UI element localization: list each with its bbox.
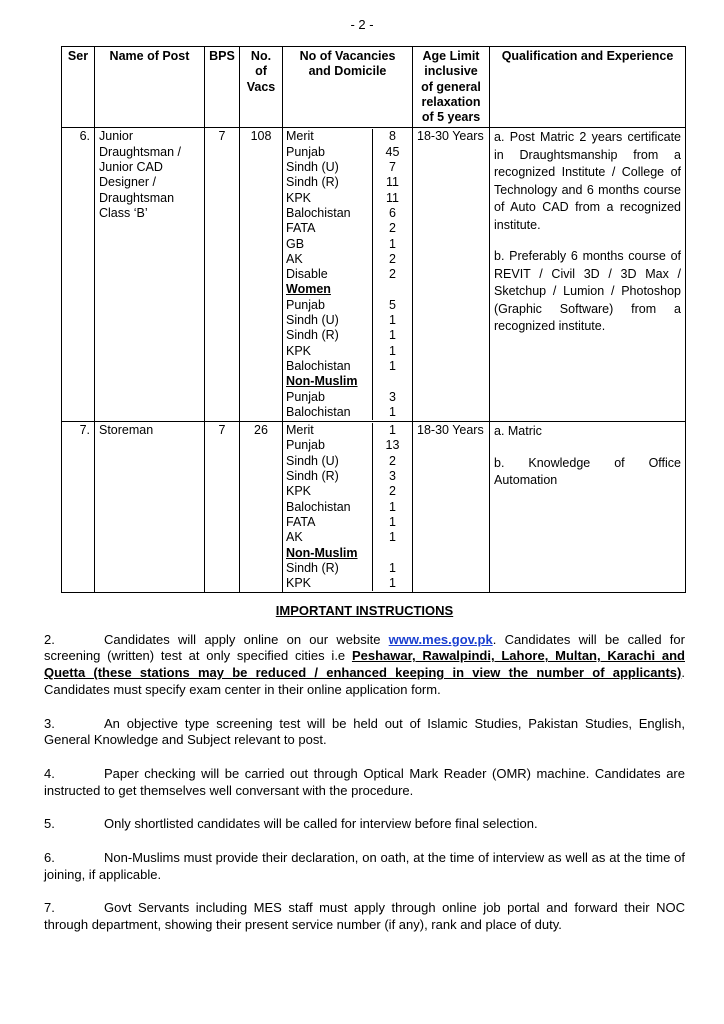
vacancy-count: 2 <box>389 484 396 499</box>
vacancy-domicile: Punjab <box>286 389 325 404</box>
vacancy-count: 1 <box>389 560 396 575</box>
vacancy-line <box>283 267 412 282</box>
paragraph-number: 3. <box>44 715 55 731</box>
vacancy-count: 13 <box>385 438 400 453</box>
cell-bps: 7 <box>205 128 240 422</box>
vacancy-domicile: Sindh (R) <box>286 175 339 190</box>
vacancy-line <box>283 191 412 206</box>
vacancy-count: 7 <box>389 160 396 175</box>
cell-qualification <box>490 128 686 422</box>
qualification-item: b. Preferably 6 months course of REVIT / Civil 3D / 3D Max / Sketchup / Lumion / Photoshop (Graphic Software) from a recognized institute. <box>494 249 681 334</box>
vacancy-count: 11 <box>386 175 399 190</box>
vacancy-line <box>283 313 412 328</box>
header-name-of-post: Name of Post <box>95 47 205 128</box>
paragraph-number: 5. <box>44 816 55 832</box>
vacancy-domicile: FATA <box>286 221 316 236</box>
cell-bps: 7 <box>205 422 240 593</box>
vacancy-line <box>283 175 412 190</box>
vacancy-line <box>283 515 412 530</box>
paragraph-text: Paper checking will be carried out through Optical Mark Reader (OMR) machine. Candidates are instructed to get themselves well conversant with the procedure. <box>44 765 685 798</box>
cell-ser: 6. <box>62 128 95 422</box>
paragraph-text: Non-Muslims must provide their declaration, on oath, at the time of interview as well as at the time of joining, if applicable. <box>44 850 685 882</box>
vacancy-line <box>283 561 412 576</box>
vacancy-domicile: Sindh (U) <box>286 453 339 468</box>
cell-vacancies <box>283 128 413 422</box>
vacancy-count: 1 <box>389 576 396 591</box>
vacancy-count: 8 <box>389 129 396 144</box>
vacancy-count: 1 <box>389 236 396 251</box>
cell-vacancies <box>283 422 413 593</box>
website-link[interactable]: www.mes.gov.pk <box>388 631 493 647</box>
vacancy-line <box>283 298 412 313</box>
vacancy-line <box>283 359 412 374</box>
vacancy-group-heading: Non-Muslim <box>286 545 358 560</box>
vacancy-domicile: FATA <box>286 514 316 529</box>
header-age-limit: Age Limit inclusive of general relaxation of 5 years <box>413 47 490 128</box>
qualification-item: a. Post Matric 2 years certificate in Draughtsmanship from a recognized Institute / College of Technology and 6 months course of Auto CAD from a recognized institute. <box>494 130 681 232</box>
vacancy-line <box>283 576 412 591</box>
vacancy-line <box>283 405 412 420</box>
cell-vacs: 108 <box>240 128 283 422</box>
vacancy-line <box>283 282 412 297</box>
cell-qualification <box>490 422 686 593</box>
vacancy-count: 2 <box>389 251 396 266</box>
instruction-paragraph-7 <box>44 900 685 933</box>
vacancy-count: 1 <box>389 313 396 328</box>
vacancy-domicile: Punjab <box>286 438 325 453</box>
vacancy-line <box>283 252 412 267</box>
vacancy-domicile: Merit <box>286 129 314 144</box>
vacancy-line <box>283 221 412 236</box>
vacancy-domicile: Punjab <box>286 297 325 312</box>
vacancy-count: 2 <box>389 221 396 236</box>
vacancy-line <box>283 390 412 405</box>
vacancy-domicile: KPK <box>286 484 312 499</box>
cell-age-limit: 18-30 Years <box>413 128 490 422</box>
header-vacancies-domicile: No of Vacancies and Domicile <box>283 47 413 128</box>
vacancy-domicile: Disable <box>286 267 328 282</box>
paragraph-number: 6. <box>44 850 55 866</box>
vacancy-line <box>283 530 412 545</box>
vacancy-line <box>283 484 412 499</box>
vacancy-domicile: AK <box>286 530 303 545</box>
vacancy-count: 3 <box>389 469 396 484</box>
vacancy-domicile: Balochistan <box>286 358 351 373</box>
paragraph-text: Only shortlisted candidates will be called for interview before final selection. <box>104 816 538 832</box>
vacancy-count: 45 <box>385 144 400 159</box>
paragraph-text: . Candidates must specify exam center in their online application form. <box>44 665 685 697</box>
vacancy-line <box>283 546 412 561</box>
vacancy-count: 2 <box>389 453 396 468</box>
paragraph-text: An objective type screening test will be held out of Islamic Studies, Pakistan Studies, English, General Knowledge and Subject relevant to post. <box>44 715 685 748</box>
vacancy-count <box>373 374 412 389</box>
vacancy-domicile: Sindh (R) <box>286 469 339 484</box>
vacancy-line <box>283 129 412 144</box>
vacancy-domicile: Balochistan <box>286 499 351 514</box>
vacancy-domicile: Merit <box>286 423 314 438</box>
vacancy-count: 1 <box>389 358 396 373</box>
cell-post-name: Storeman <box>95 422 205 593</box>
vacancy-domicile: Sindh (R) <box>286 560 339 575</box>
header-bps: BPS <box>205 47 240 128</box>
vacancy-domicile: Sindh (U) <box>286 160 339 175</box>
vacancy-line <box>283 374 412 389</box>
instructions-title: IMPORTANT INSTRUCTIONS <box>275 603 454 618</box>
vacancy-count: 1 <box>389 404 396 419</box>
vacancy-domicile: Balochistan <box>286 404 351 419</box>
table-row <box>62 422 686 593</box>
page-number: - 2 - <box>350 17 374 32</box>
qualification-item: a. Matric <box>494 424 542 439</box>
vacancy-line <box>283 469 412 484</box>
vacancy-count: 1 <box>389 343 396 358</box>
vacancy-line <box>283 328 412 343</box>
cell-post-name: Junior Draughtsman / Junior CAD Designer / Draughtsman Class ‘B’ <box>95 128 205 422</box>
vacancy-domicile: GB <box>286 236 305 251</box>
paragraph-text: Candidates will apply online on our website <box>104 631 389 647</box>
vacancy-count: 5 <box>389 297 396 312</box>
vacancy-group-heading: Non-Muslim <box>286 374 358 389</box>
instruction-paragraph-2 <box>44 632 685 699</box>
vacancy-domicile: AK <box>286 251 303 266</box>
vacancy-count <box>373 546 412 561</box>
cell-vacs: 26 <box>240 422 283 593</box>
instruction-paragraph-5 <box>44 816 685 833</box>
vacancy-domicile: KPK <box>286 576 312 591</box>
instruction-paragraph-6 <box>44 850 685 883</box>
vacancy-count: 3 <box>389 389 396 404</box>
vacancy-group-heading: Women <box>286 282 331 297</box>
vacancy-count <box>373 282 412 297</box>
vacancy-count: 2 <box>389 267 396 282</box>
vacancy-line <box>283 237 412 252</box>
vacancy-line <box>283 500 412 515</box>
vacancy-line <box>283 454 412 469</box>
vacancy-count: 1 <box>389 328 396 343</box>
paragraph-text: . Candidates will be called for screening (written) test at only specified cities i.e <box>44 631 685 664</box>
paragraph-text: Govt Servants including MES staff must apply through online job portal and forward their NOC through department, showing their present service number (if any), rank and place of duty. <box>44 900 685 933</box>
vacancy-count: 6 <box>389 205 396 220</box>
vacancy-line <box>283 160 412 175</box>
qualification-item: b. Knowledge of Office Automation <box>494 455 681 488</box>
paragraph-number: 2. <box>44 631 55 647</box>
header-qualification: Qualification and Experience <box>490 47 686 128</box>
test-cities-text: Peshawar, Rawalpindi, Lahore, Multan, Karachi and Quetta (these stations may be reduced / enhanced keeping in view the number of applicants) <box>44 648 685 681</box>
cell-age-limit: 18-30 Years <box>413 422 490 593</box>
vacancy-line <box>283 438 412 453</box>
vacancy-line <box>283 344 412 359</box>
vacancy-domicile: Sindh (U) <box>286 313 339 328</box>
vacancy-domicile: Balochistan <box>286 205 351 220</box>
header-no-of-vacs: No. of Vacs <box>240 47 283 128</box>
paragraph-number: 7. <box>44 900 55 916</box>
important-instructions <box>44 603 685 951</box>
vacancy-line <box>283 423 412 438</box>
vacancy-count: 1 <box>389 514 396 529</box>
instruction-paragraph-3 <box>44 716 685 749</box>
vacancy-domicile: Punjab <box>286 144 325 159</box>
vacancy-domicile: KPK <box>286 190 312 205</box>
vacancy-line <box>283 206 412 221</box>
vacancy-domicile: Sindh (R) <box>286 328 339 343</box>
table-row <box>62 128 686 422</box>
vacancy-count: 11 <box>386 190 399 205</box>
cell-ser: 7. <box>62 422 95 593</box>
vacancy-table <box>61 46 686 593</box>
paragraph-number: 4. <box>44 765 55 781</box>
vacancy-line <box>283 145 412 160</box>
table-header-row <box>62 47 686 128</box>
vacancy-count: 1 <box>389 423 396 438</box>
header-ser: Ser <box>62 47 95 128</box>
vacancy-count: 1 <box>389 530 396 545</box>
vacancy-count: 1 <box>389 499 396 514</box>
instruction-paragraph-4 <box>44 766 685 799</box>
vacancy-domicile: KPK <box>286 343 312 358</box>
